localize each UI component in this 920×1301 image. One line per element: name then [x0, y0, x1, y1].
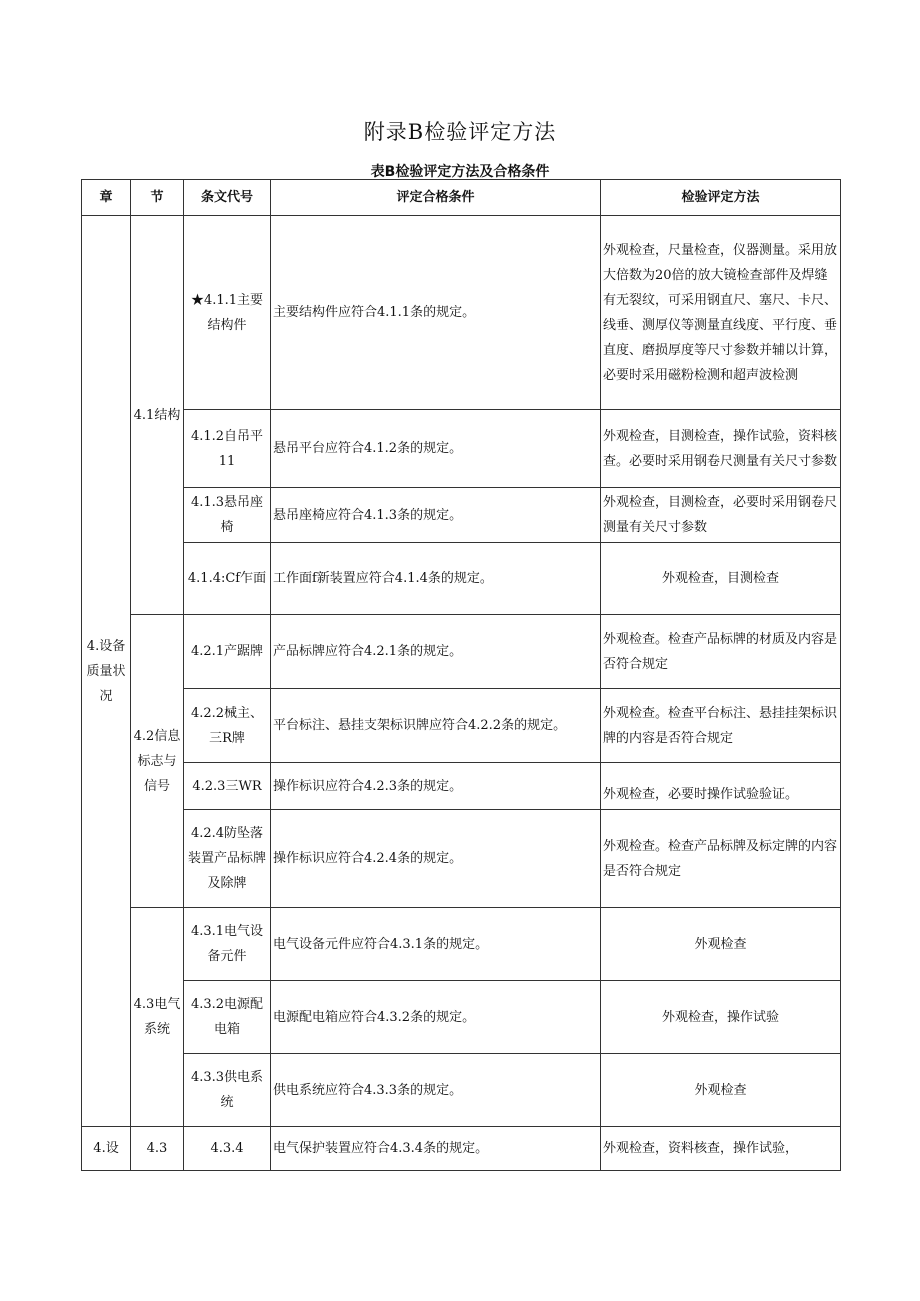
header-clause: 条文代号 — [184, 180, 271, 216]
table-header-row — [82, 180, 841, 216]
method-cell: 外观检查，操作试验 — [601, 981, 841, 1054]
section-cell: 4.3电气系统 — [131, 908, 184, 1127]
section-cell: 4.3 — [131, 1127, 184, 1171]
clause-cell: 4.3.3供电系统 — [184, 1054, 271, 1127]
table-row — [82, 410, 841, 488]
method-cell: 外观检查 — [601, 1054, 841, 1127]
table-row — [82, 543, 841, 615]
condition-cell: 产品标牌应符合4.2.1条的规定。 — [271, 615, 601, 689]
method-cell: 外观检查，目测检查，必要时采用钢卷尺测量有关尺寸参数 — [601, 488, 841, 543]
condition-cell: 电气设备元件应符合4.3.1条的规定。 — [271, 908, 601, 981]
table-row — [82, 810, 841, 908]
condition-cell: 操作标识应符合4.2.4条的规定。 — [271, 810, 601, 908]
page-title: 附录B检验评定方法 — [363, 120, 557, 144]
method-cell: 外观检查。检查产品标牌及标定牌的内容是否符合规定 — [601, 810, 841, 908]
section-cell: 4.1结构 — [131, 216, 184, 615]
clause-cell: 4.3.2电源配电箱 — [184, 981, 271, 1054]
clause-cell: ★4.1.1主要结构件 — [184, 216, 271, 410]
condition-cell: 主要结构件应符合4.1.1条的规定。 — [271, 216, 601, 410]
header-chapter: 章 — [82, 180, 131, 216]
condition-cell: 悬吊座椅应符合4.1.3条的规定。 — [271, 488, 601, 543]
header-section: 节 — [131, 180, 184, 216]
table-row — [82, 763, 841, 810]
condition-cell: 平台标注、悬挂支架标识牌应符合4.2.2条的规定。 — [271, 689, 601, 763]
table-row — [82, 1127, 841, 1171]
clause-cell: 4.2.1产踞牌 — [184, 615, 271, 689]
method-cell: 外观检查 — [601, 908, 841, 981]
clause-cell: 4.1.4:Cf乍面 — [184, 543, 271, 615]
condition-cell: 电源配电箱应符合4.3.2条的规定。 — [271, 981, 601, 1054]
condition-cell: 工作面f新装置应符合4.1.4条的规定。 — [271, 543, 601, 615]
table-row — [82, 908, 841, 981]
method-cell: 外观检查。检查平台标注、悬挂挂架标识牌的内容是否符合规定 — [601, 689, 841, 763]
table-row — [82, 981, 841, 1054]
table-row — [82, 488, 841, 543]
condition-cell: 电气保护装置应符合4.3.4条的规定。 — [271, 1127, 601, 1171]
clause-cell: 4.2.2械主、三R牌 — [184, 689, 271, 763]
clause-cell: 4.1.3悬吊座椅 — [184, 488, 271, 543]
method-cell: 外观检查，尺量检查，仪器测量。采用放大倍数为20倍的放大镜检查部件及焊缝有无裂纹，可采用钢直尺、塞尺、卡尺、线垂、测厚仪等测量直线度、平行度、垂直度、磨损厚度等尺寸参数并辅以计算，必要时采用磁粉检测和超声波检测 — [601, 216, 841, 410]
evaluation-table — [81, 179, 841, 1171]
condition-cell: 操作标识应符合4.2.3条的规定。 — [271, 763, 601, 810]
table-row — [82, 216, 841, 410]
chapter-cell: 4.设备质量状况 — [82, 216, 131, 1127]
table-row — [82, 1054, 841, 1127]
clause-cell: 4.3.4 — [184, 1127, 271, 1171]
chapter-cell: 4.设 — [82, 1127, 131, 1171]
table-caption: 表B检验评定方法及合格条件 — [370, 164, 550, 180]
clause-cell: 4.1.2自吊平11 — [184, 410, 271, 488]
condition-cell: 悬吊平台应符合4.1.2条的规定。 — [271, 410, 601, 488]
header-method: 检验评定方法 — [601, 180, 841, 216]
clause-cell: 4.2.3三WR — [184, 763, 271, 810]
method-cell: 外观检查，目测检查 — [601, 543, 841, 615]
table-row — [82, 689, 841, 763]
header-condition: 评定合格条件 — [271, 180, 601, 216]
table-row — [82, 615, 841, 689]
section-cell: 4.2信息标志与信号 — [131, 615, 184, 908]
method-cell: 外观检查，资料核查，操作试验， — [601, 1127, 841, 1171]
condition-cell: 供电系统应符合4.3.3条的规定。 — [271, 1054, 601, 1127]
clause-cell: 4.2.4防坠落装置产品标牌及除牌 — [184, 810, 271, 908]
method-cell: 外观检查，必要时操作试验验证。 — [601, 763, 841, 810]
method-cell: 外观检查。检查产品标牌的材质及内容是否符合规定 — [601, 615, 841, 689]
method-cell: 外观检查，目测检查，操作试验，资料核查。必要时采用钢卷尺测量有关尺寸参数 — [601, 410, 841, 488]
clause-cell: 4.3.1电气设备元件 — [184, 908, 271, 981]
